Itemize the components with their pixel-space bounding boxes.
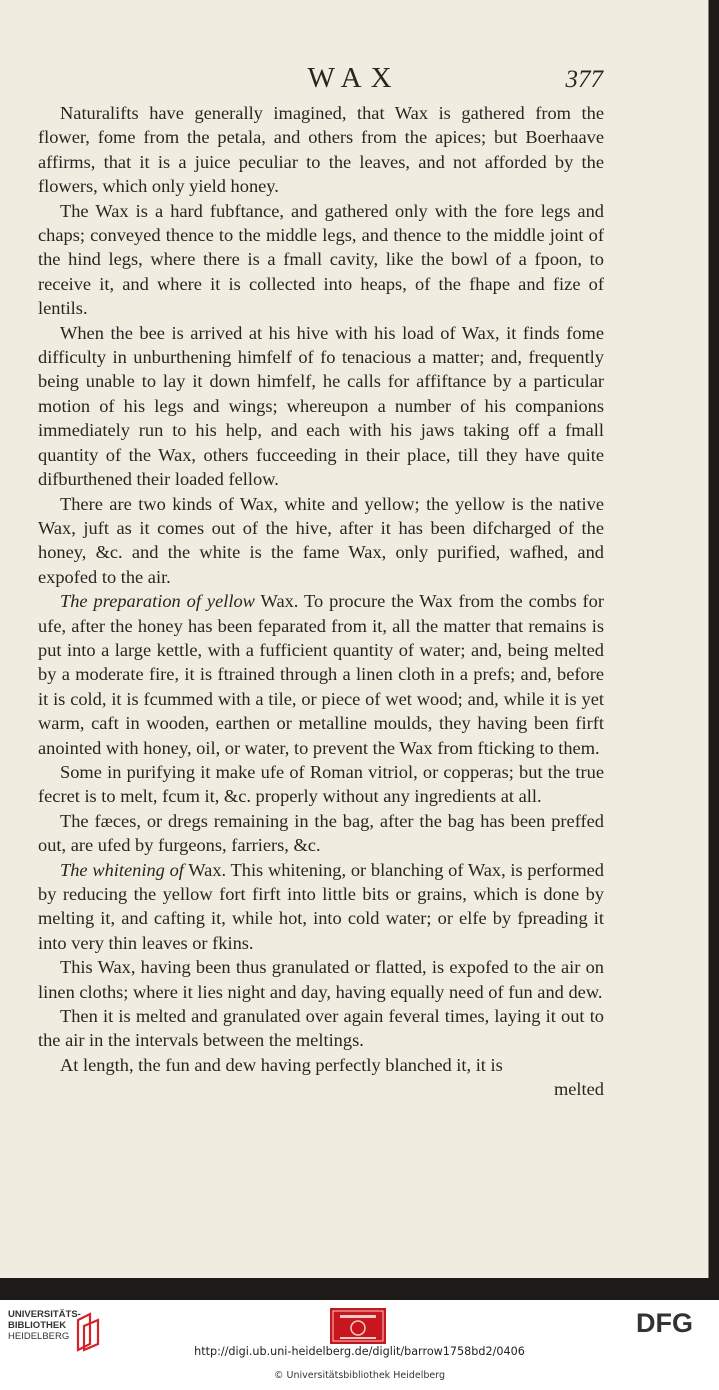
copyright-notice: © Universitätsbibliothek Heidelberg (273, 1370, 445, 1381)
body-text (38, 101, 604, 1102)
paragraph-11 (38, 1053, 604, 1077)
paragraph-lead: The whitening of (60, 859, 184, 880)
paragraph-4 (38, 492, 604, 590)
paragraph-text: When the bee is arrived at his hive with his load of Wax, it finds fome difficulty in unburthening himfelf of fo tenacious a matter; and, frequently being unable to lay it down himfelf, he calls for affiftance by a particular motion of his legs and wings; whereupon a number of his companions immediately run to his help, and each with his jaws taking off a fmall quantity of the Wax, others fucceeding in their place, till they have quite difburthened their loaded fellow. (38, 322, 604, 490)
catchword: melted (553, 1079, 604, 1100)
paragraph-6 (38, 760, 604, 809)
paragraph-2 (38, 199, 604, 321)
paragraph-text: At length, the fun and dew having perfectly blanched it, it is (60, 1054, 503, 1075)
paragraph-text: This Wax, having been thus granulated or flatted, is expofed to the air on linen cloths; where it lies night and day, having equally need of fun and dew. (38, 957, 604, 1002)
paragraph-text: There are two kinds of Wax, white and yellow; the yellow is the native Wax, juft as it comes out of the hive, after it has been difcharged of the honey, &c. and the white is the fame Wax, only purified, wafhed, and expofed to the air. (38, 493, 604, 587)
paragraph-text: The fæces, or dregs remaining in the bag, after the bag has been preffed out, are ufed by furgeons, farriers, &c. (38, 810, 604, 856)
paragraph-3 (38, 321, 604, 492)
dfg-label: DFG (636, 1308, 693, 1336)
paragraph-8 (38, 858, 604, 956)
paragraph-1 (38, 101, 604, 199)
page-title: WAX (307, 62, 401, 94)
paragraph-lead: The preparation of yellow (60, 591, 255, 612)
library-name: UNIVERSITÄTS-BIBLIOTHEK (8, 1309, 81, 1331)
paragraph-text: Wax. To procure the Wax from the combs for ufe, after the honey has been feparated from it, all the matter that remains is put into a large kettle, with a fufficient quantity of water; and, being melted by a moderate fire, it is ftrained through a linen cloth in a prefs; and, before it is cold, it is fcummed with a tile, or piece of wet wood; and, while it is yet warm, caft in wooden, earthen or metalline moulds, they having been firft anointed with honey, oil, or water, to prevent the Wax from fticking to them. (38, 591, 605, 758)
permalink-url[interactable]: http://digi.ub.uni-heidelberg.de/diglit/barrow1758bd2/0406 (194, 1345, 525, 1358)
page-number: 377 (565, 66, 603, 93)
paragraph-text: Wax. This whitening, or blanching of Wax, is performed by reducing the yellow fort firft into little bits or grains, which is done by melting it, and cafting it, while hot, into cold water; or elfe by fpreading it into very thin leaves or fkins. (38, 859, 604, 953)
paragraph-text: Naturalifts have generally imagined, that Wax is gathered from the flower, fome from the petala, and others from the apices; but Boerhaave affirms, that it is a juice peculiar to the leaves, and not afforded by the flowers, which only yield honey. (38, 103, 604, 197)
viewer-footer (0, 1300, 719, 1390)
paragraph-10 (38, 1004, 604, 1053)
paragraph-text: Some in purifying it make ufe of Roman vitriol, or copperas; but the true fecret is to melt, fcum it, &c. properly without any ingredients at all. (38, 761, 604, 807)
running-head (0, 62, 708, 98)
paragraph-9 (38, 955, 604, 1004)
dfg-logo-icon[interactable] (636, 1308, 708, 1336)
paragraph-text: The Wax is a hard fubftance, and gathered only with the fore legs and chaps; conveyed thence to the middle legs, and thence to the middle joint of the hind legs, where there is a fmall cavity, like the bowl of a fpoon, to receive it, and where it is collected into heaps, of the fhape and fize of lentils. (38, 200, 604, 319)
paragraph-7 (38, 809, 604, 858)
library-city: HEIDELBERG (8, 1331, 70, 1342)
paragraph-5 (38, 589, 604, 760)
paragraph-text: Then it is melted and granulated over again feveral times, laying it out to the air in the intervals between the meltings. (38, 1006, 604, 1051)
seal-icon[interactable] (330, 1308, 386, 1344)
